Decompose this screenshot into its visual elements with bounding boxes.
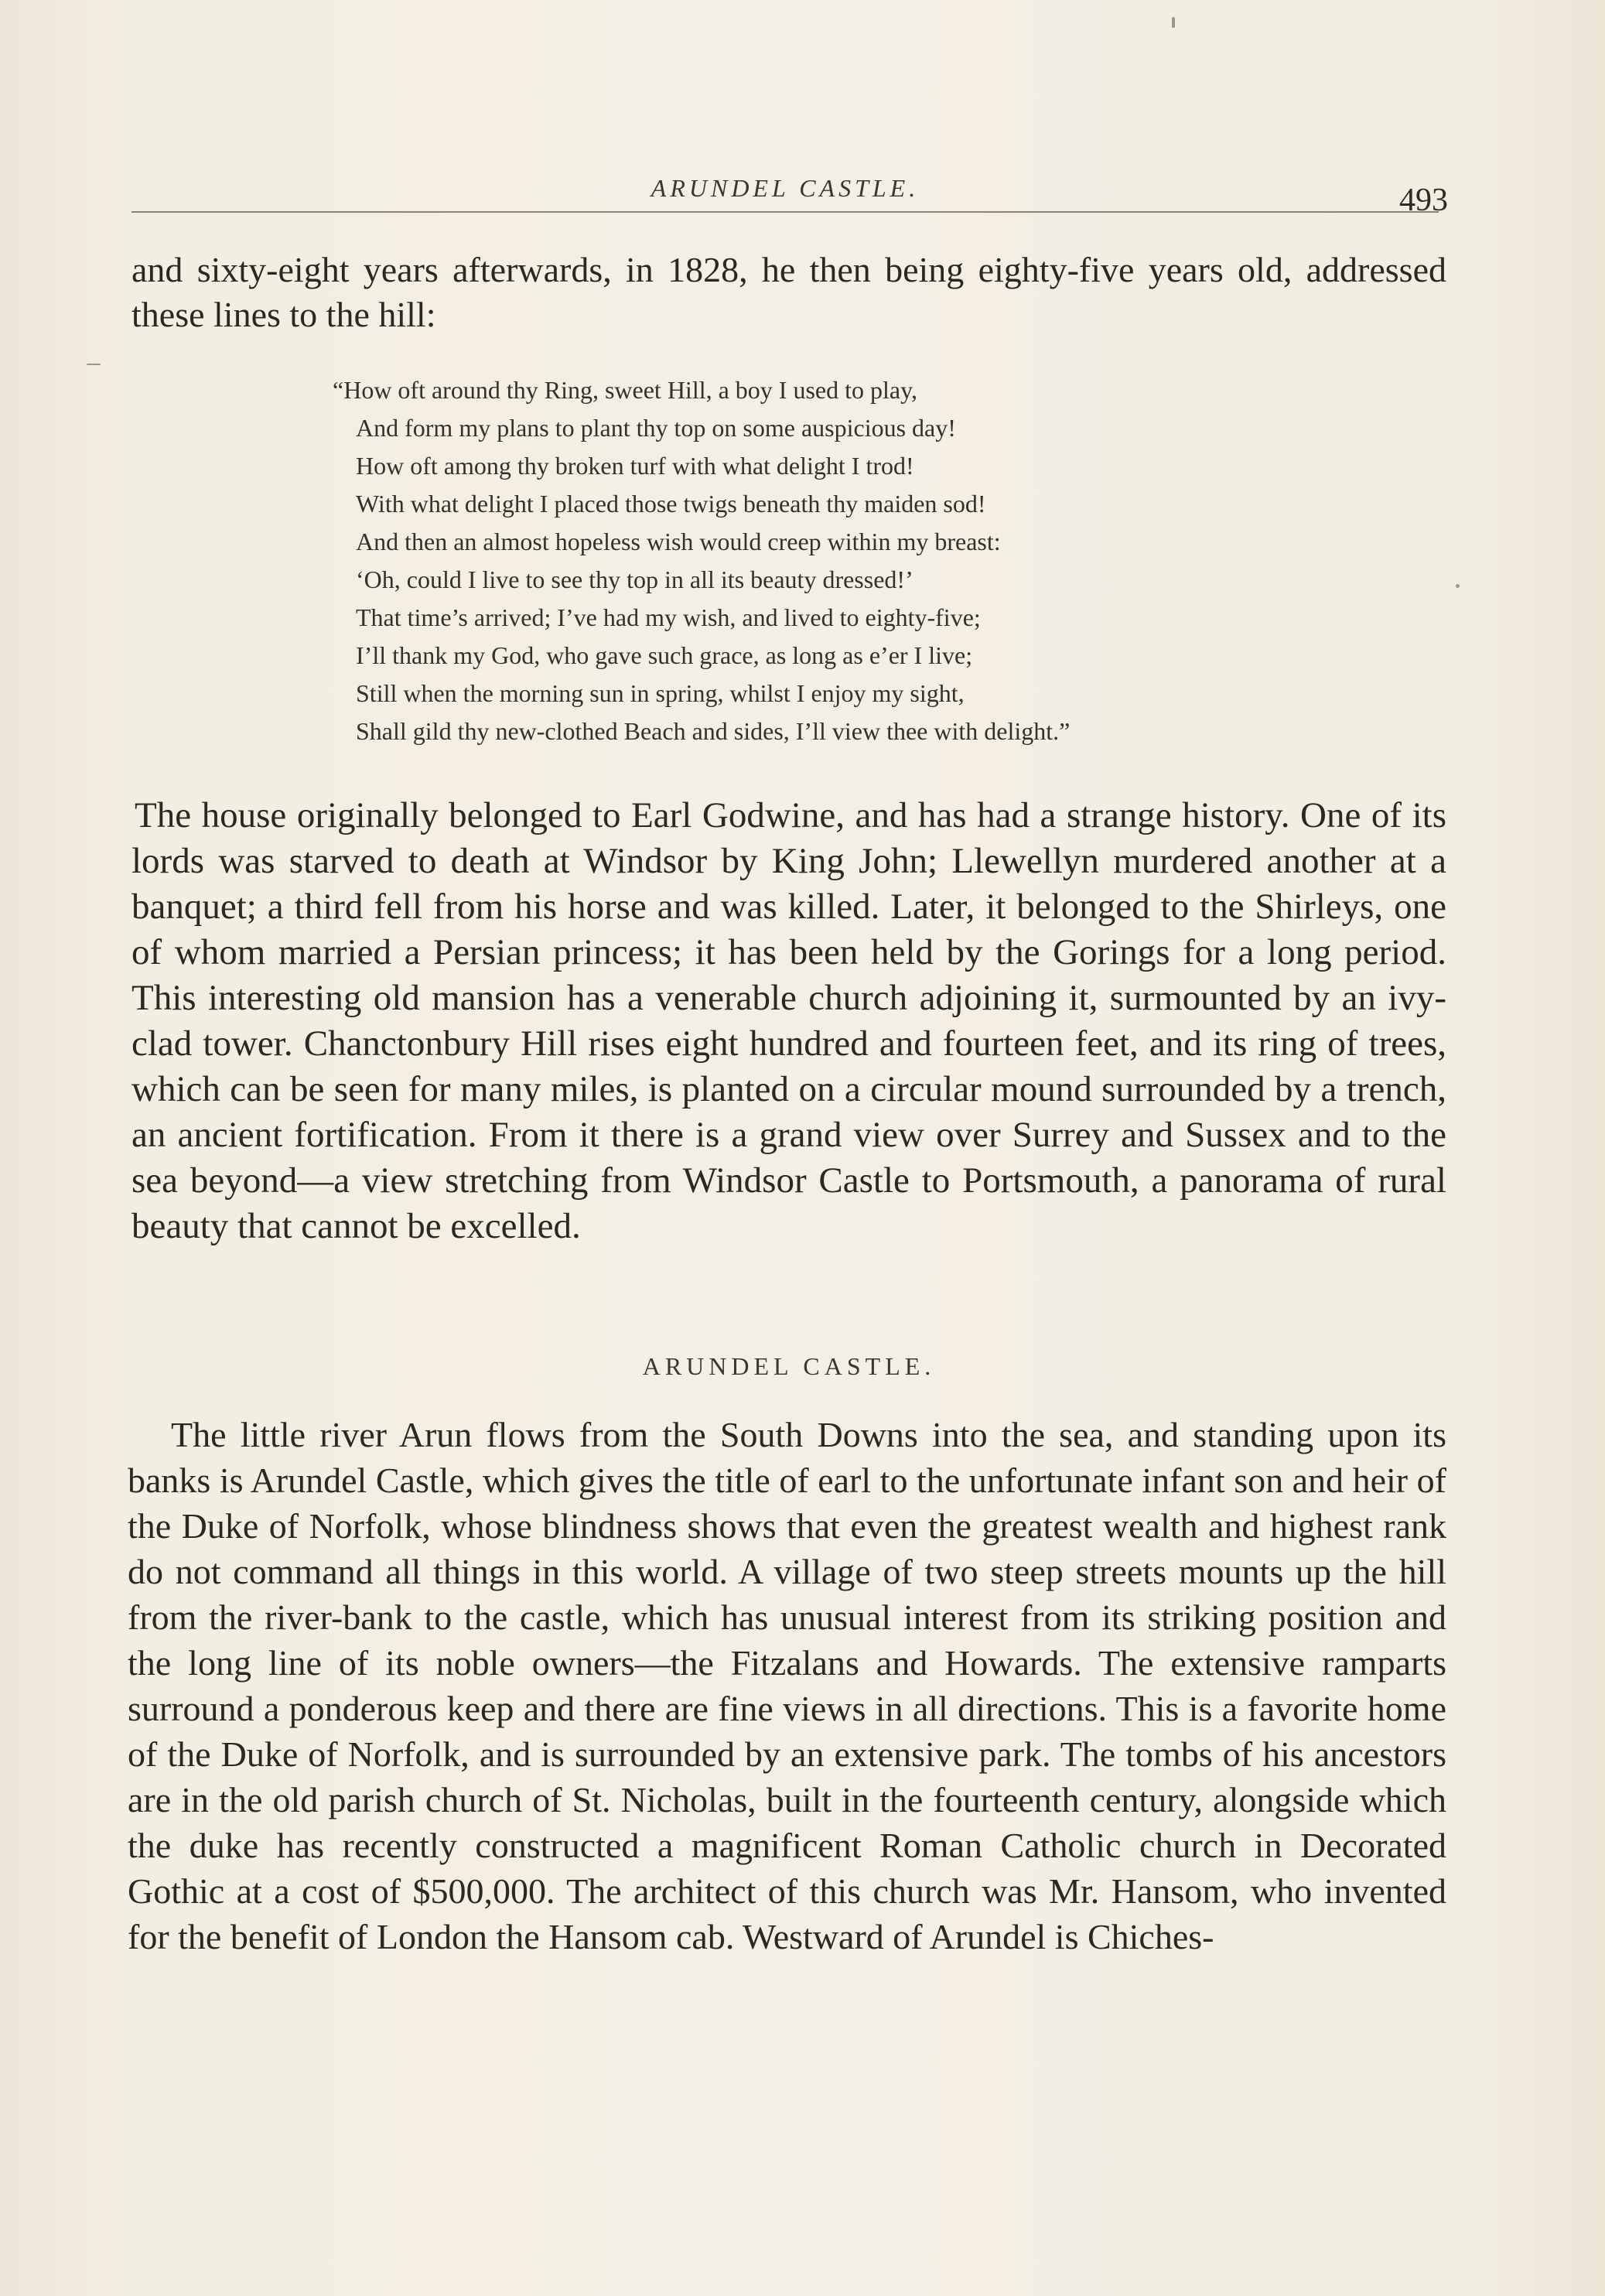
body-paragraph-2: The little river Arun flows from the South Downs into the sea, and standing upon its banks is Arundel Castle, which gives the title of earl to the unfortunate infant son and heir of the Duke of Norfolk, whose blindness shows that even the greatest wealth and highest rank do not command all things in this world. A village of two steep streets mounts up the hill from the river-bank to the castle, which has unusual interest from its striking position and the long line of its noble owners—the Fitzalans and Howards. The extensive ramparts surround a ponderous keep and there are fine views in all directions. This is a favorite home of the Duke of Norfolk, and is surrounded by an extensive park. The tombs of his ancestors are in the old parish church of St. Nicholas, built in the fourteenth century, alongside which the duke has recently constructed a magnificent Roman Catholic church in Decorated Gothic at a cost of $500,000. The architect of this church was Mr. Hansom, who invented for the benefit of London the Hansom cab. Westward of Arundel is Chiches- — [128, 1415, 1446, 1956]
poem-line: I’ll thank my God, who gave such grace, as long as e’er I live; — [356, 641, 973, 669]
section-heading: ARUNDEL CASTLE. — [642, 1352, 936, 1380]
poem-line: “How oft around thy Ring, sweet Hill, a boy I used to play, — [333, 376, 918, 404]
page-number: 493 — [1399, 183, 1448, 218]
paper-speck — [1456, 584, 1460, 588]
poem-line: Shall gild thy new-clothed Beach and sides, I’ll view thee with delight.” — [356, 717, 1071, 745]
paper-speck — [1172, 17, 1175, 28]
poem-line: That time’s arrived; I’ve had my wish, and lived to eighty-five; — [356, 603, 981, 631]
running-title: ARUNDEL CASTLE. — [651, 174, 920, 202]
poem-line: Still when the morning sun in spring, whilst I enjoy my sight, — [356, 679, 965, 707]
poem-line: How oft among thy broken turf with what delight I trod! — [356, 452, 914, 480]
poem-line: And form my plans to plant thy top on some auspicious day! — [356, 414, 956, 442]
intro-paragraph: and sixty-eight years afterwards, in 1828, he then being eighty-five years old, addressed these lines to the hill: — [131, 250, 1446, 334]
header-rule — [131, 211, 1439, 213]
poem-block — [333, 371, 1299, 750]
poem-line: And then an almost hopeless wish would creep within my breast: — [356, 528, 1001, 555]
body-paragraph-1: The house originally belonged to Earl Godwine, and has had a strange history. One of its lords was starved to death at Windsor by King John; Llewellyn murdered another at a banquet; a third fell from his horse and was killed. Later, it belonged to the Shirleys, one of whom married a Persian princess; it has been held by the Gorings for a long period. This interesting old mansion has a venerable church adjoining it, surmounted by an ivy-clad tower. Chanctonbury Hill rises eight hundred and fourteen feet, and its ring of trees, which can be seen for many miles, is planted on a circular mound surrounded by a trench, an ancient fortification. From it there is a grand view over Surrey and Sussex and to the sea beyond—a view stretching from Windsor Castle to Portsmouth, a panorama of rural beauty that cannot be excelled. — [131, 795, 1446, 1246]
poem-line: With what delight I placed those twigs beneath thy maiden sod! — [356, 490, 986, 518]
running-head — [131, 166, 1446, 228]
poem-line: ‘Oh, could I live to see thy top in all its beauty dressed!’ — [356, 565, 913, 593]
paper-speck — [87, 364, 101, 365]
